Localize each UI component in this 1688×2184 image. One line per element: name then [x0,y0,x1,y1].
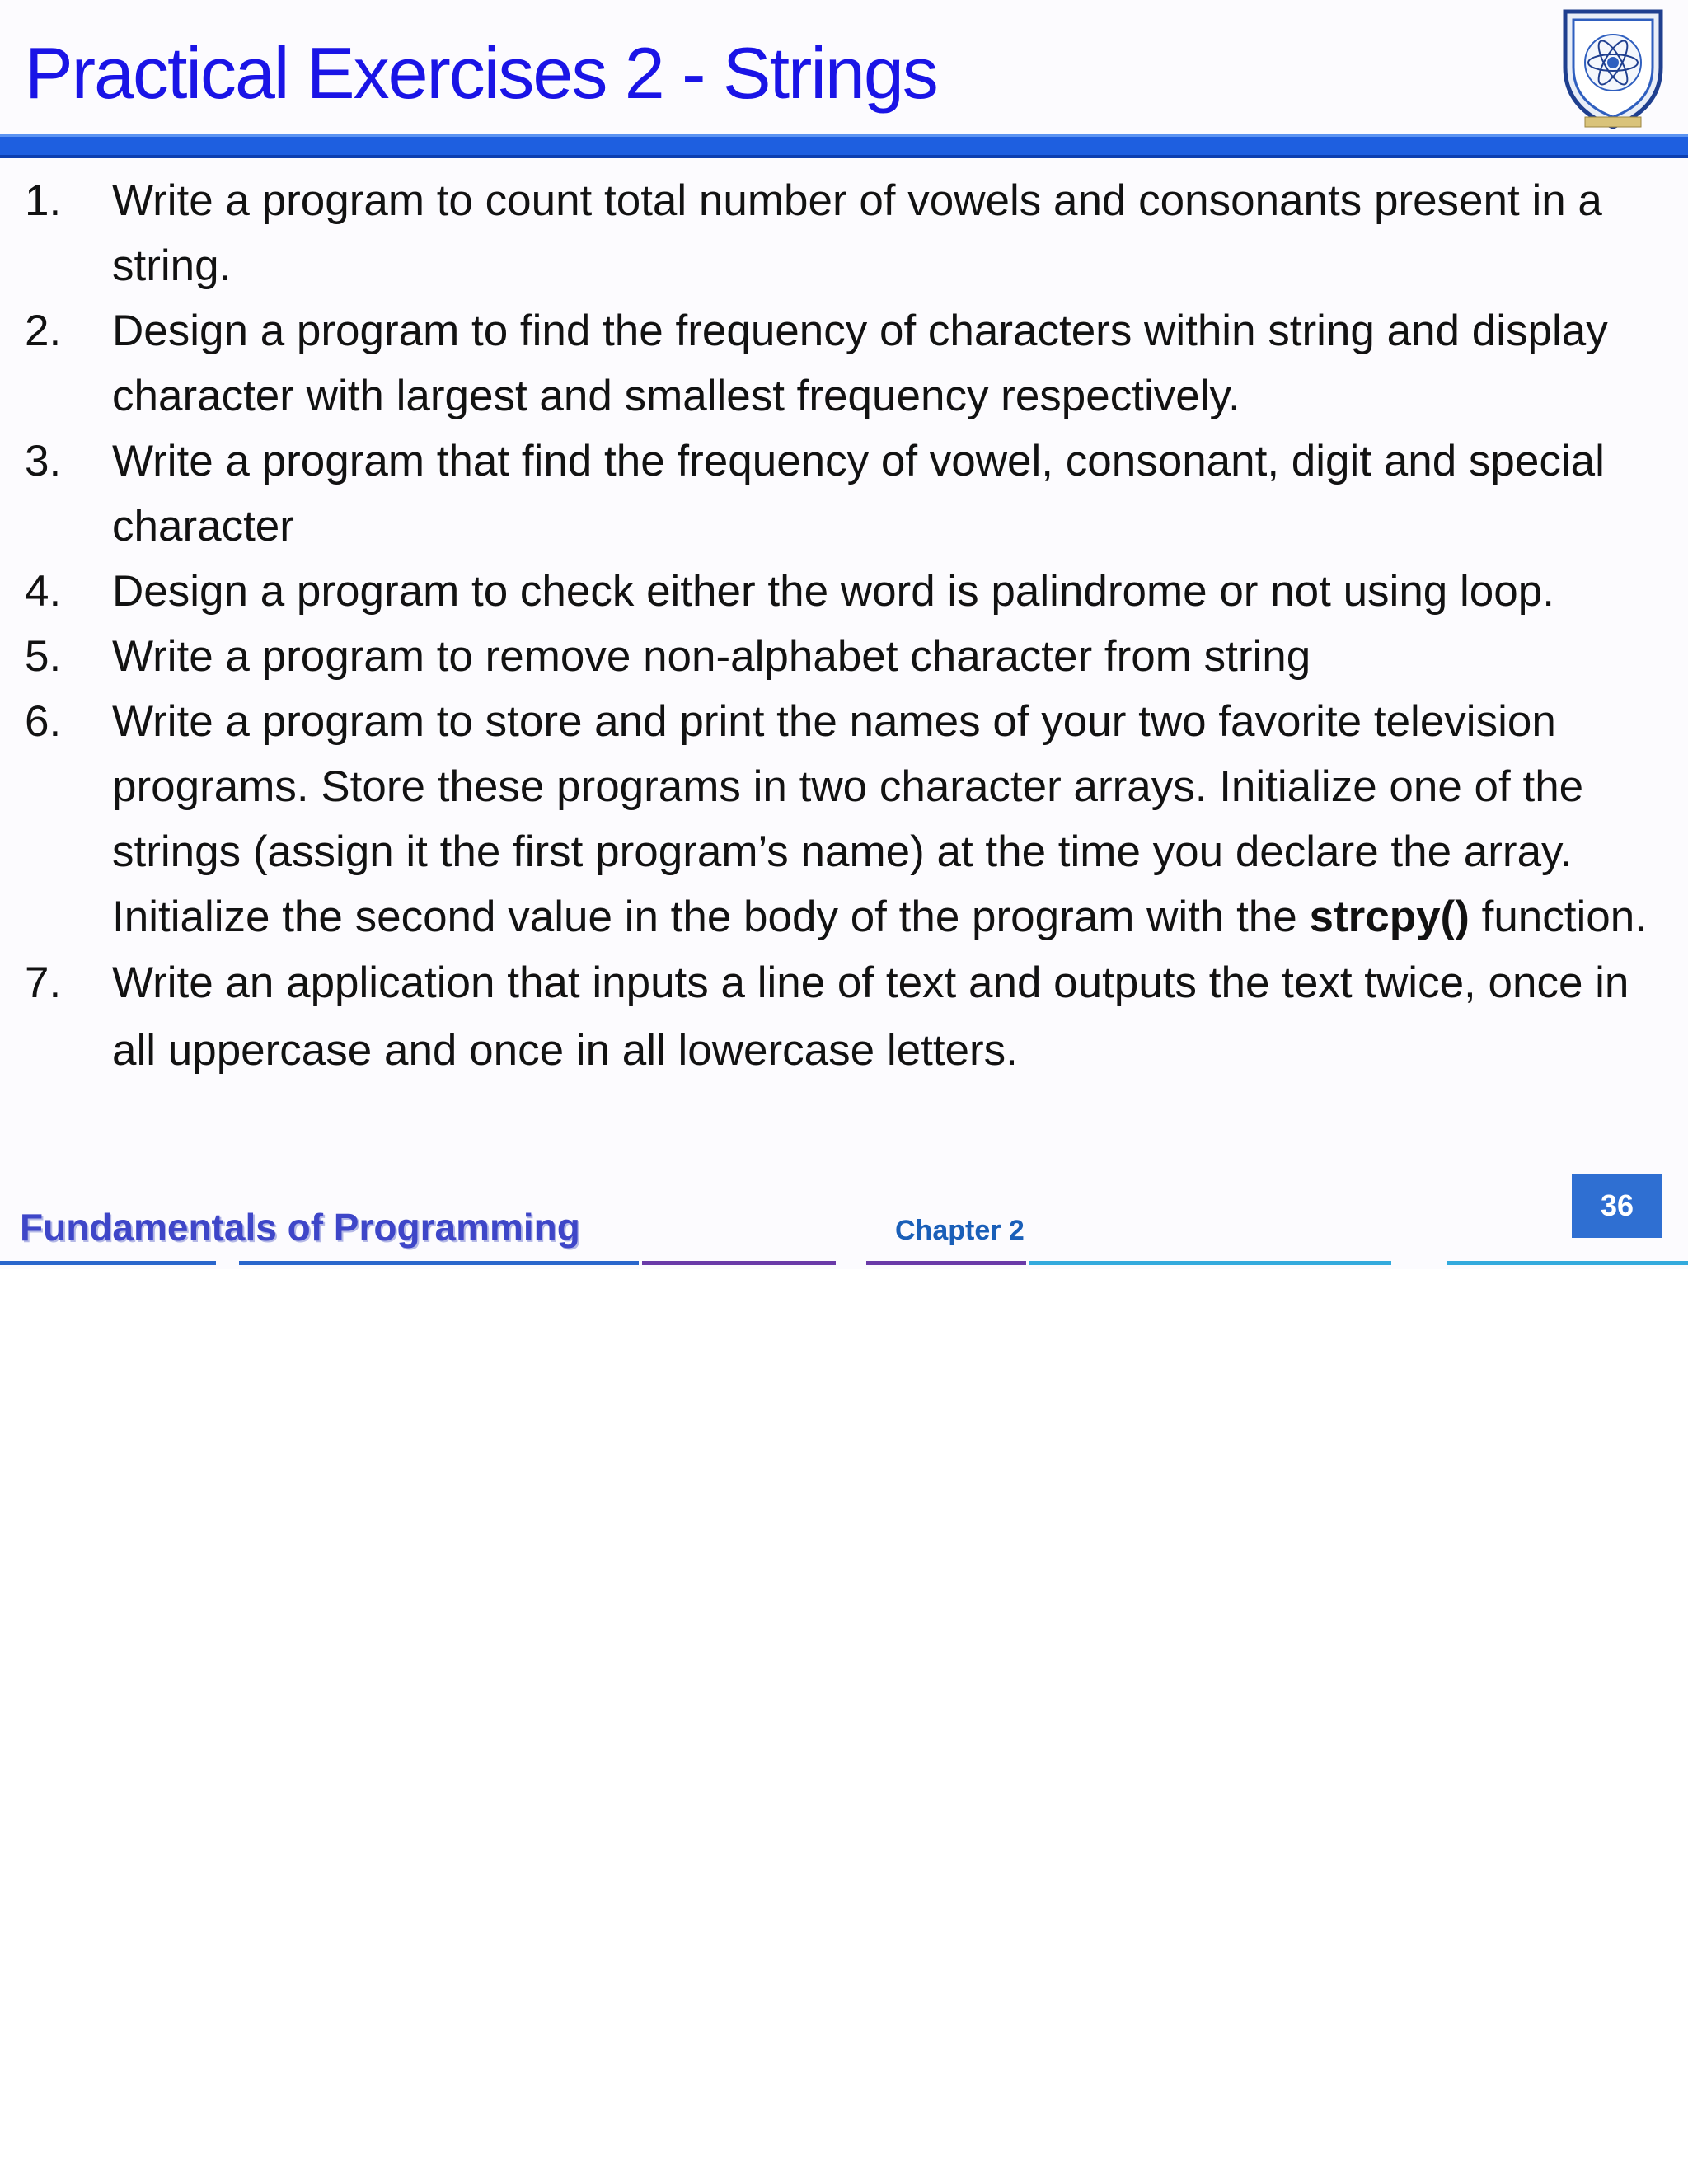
exercise-number: 3. [25,437,62,485]
exercise-text: Write a program that find the frequency of vowel, consonant, digit and special character [112,437,1605,551]
footer-divider-segment [1447,1261,1688,1265]
slide-title: Practical Exercises 2 - Strings [25,32,937,114]
exercise-text: Write a program to store and print the names of your two favorite television programs. Store these programs in two character arrays. Initialize one of the strings (assign it the first program’s name) at the time you declare the array. Initialize the second value in the body of the program with the [112,697,1584,941]
footer-course-title: Fundamentals of Programming [20,1206,580,1249]
page-number-badge: 36 [1572,1174,1662,1238]
exercise-item [25,298,1665,429]
footer-divider-segment [239,1261,639,1265]
exercise-item [25,949,1665,1085]
title-divider [0,134,1688,158]
exercise-list [25,168,1665,1085]
footer-divider-segment [0,1261,216,1265]
exercise-number: 5. [25,632,62,681]
exercise-number: 2. [25,307,62,355]
exercise-text-end: function. [1469,893,1647,941]
exercise-text: Write a program to remove non-alphabet character from string [112,632,1311,681]
exercise-text: Write a program to count total number of vowels and consonants present in a string. [112,176,1602,290]
strcpy-function-name: strcpy() [1309,893,1470,941]
exercise-item [25,624,1665,689]
exercise-text: Design a program to find the frequency of characters within string and display character with largest and smallest frequency respectively. [112,307,1608,420]
exercise-item [25,429,1665,559]
exercise-number: 4. [25,567,62,616]
exercise-item [25,689,1665,949]
university-seal-icon [1560,3,1666,132]
exercise-number: 7. [25,958,62,1007]
footer-divider-segment [642,1261,836,1265]
exercise-number: 6. [25,697,62,746]
footer-chapter-label: Chapter 2 [895,1215,1025,1246]
exercise-text: Design a program to check either the word is palindrome or not using loop. [112,567,1554,616]
footer-divider-segment [866,1261,1026,1265]
exercise-text: Write an application that inputs a line of text and outputs the text twice, once in all uppercase and once in all lowercase letters. [112,958,1629,1075]
footer-divider-segment [1029,1261,1391,1265]
exercise-item [25,559,1665,624]
exercise-number: 1. [25,176,62,225]
exercise-item [25,168,1665,298]
